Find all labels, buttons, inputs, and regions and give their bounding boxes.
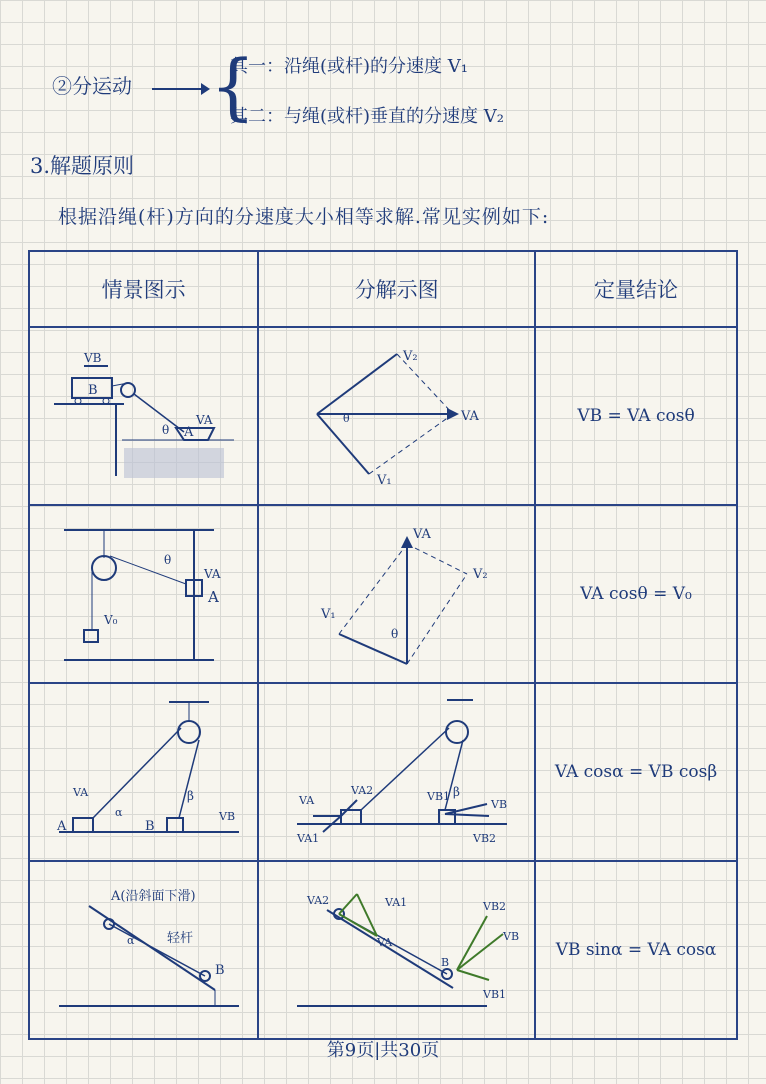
- conclusion-cell: VA cosθ = V₀: [535, 505, 737, 683]
- component-item-1: 其一：沿绳(或杆)的分速度 V₁: [230, 56, 468, 77]
- scene-diagram-2: [44, 514, 244, 674]
- decomposition-diagram-4: [277, 870, 517, 1030]
- label-va2: VA2: [306, 894, 329, 907]
- label-va1: VA1: [384, 896, 407, 909]
- label-theta: θ: [161, 423, 169, 437]
- examples-table: [28, 250, 738, 1040]
- header-scene: 情景图示: [29, 251, 258, 327]
- label-b: B: [214, 963, 225, 978]
- scene-cell: [29, 683, 258, 861]
- section-2-title: ②分运动: [52, 74, 132, 98]
- scene-cell: [29, 327, 258, 505]
- decomposition-cell: [258, 327, 535, 505]
- label-a-note: A(沿斜面下滑): [110, 889, 196, 904]
- decomposition-cell: [258, 683, 535, 861]
- label-a: A: [183, 425, 194, 440]
- label-va: VA: [376, 936, 392, 949]
- page-number: 第9页|共30页: [326, 1040, 440, 1061]
- label-vb2: VB2: [472, 832, 496, 845]
- table-header-row: [29, 251, 737, 327]
- label-theta: θ: [163, 553, 171, 567]
- label-theta: θ: [390, 627, 398, 641]
- decomposition-diagram-1: [277, 336, 517, 496]
- label-v2: V₂: [472, 567, 488, 582]
- decomposition-diagram-2: [277, 514, 517, 674]
- principle-text: 根据沿绳(杆)方向的分速度大小相等求解.常见实例如下:: [58, 206, 550, 228]
- label-va: VA: [412, 527, 431, 542]
- label-vb: VB: [83, 351, 102, 365]
- label-alpha: α: [126, 934, 135, 947]
- label-rod: 轻杆: [166, 931, 193, 946]
- decomposition-diagram-3: [277, 692, 517, 852]
- label-va1: VA1: [296, 832, 319, 845]
- label-alpha: α: [114, 806, 123, 819]
- label-va: VA: [72, 786, 88, 799]
- component-item-2: 其二：与绳(或杆)垂直的分速度 V₂: [230, 106, 504, 127]
- label-b: B: [440, 956, 449, 969]
- scene-diagram-3: [39, 692, 249, 852]
- decomposition-cell: [258, 505, 535, 683]
- label-vb2: VB2: [482, 900, 506, 913]
- scene-cell: [29, 505, 258, 683]
- table-row: [29, 861, 737, 1039]
- label-v1: V₁: [320, 607, 336, 622]
- label-va: VA: [298, 794, 314, 807]
- arrow-icon: [152, 88, 208, 90]
- label-v0: V₀: [103, 613, 118, 627]
- label-a: A: [56, 819, 67, 834]
- label-v1: V₁: [376, 473, 392, 488]
- label-vb1: VB1: [426, 790, 450, 803]
- label-b: B: [87, 383, 98, 398]
- label-beta: β: [452, 785, 460, 799]
- label-a: A: [207, 588, 219, 606]
- conclusion-cell: VB sinα = VA cosα: [535, 861, 737, 1039]
- label-vb1: VB1: [482, 988, 506, 1001]
- table-row: [29, 505, 737, 683]
- header-decomposition: 分解示图: [258, 251, 535, 327]
- header-conclusion: 定量结论: [535, 251, 737, 327]
- section-3-title: 3.解题原则: [30, 154, 135, 178]
- scene-diagram-1: [44, 336, 244, 496]
- conclusion-cell: VB = VA cosθ: [535, 327, 737, 505]
- brace-icon: {: [210, 44, 256, 128]
- label-theta: θ: [342, 412, 350, 425]
- label-va: VA: [203, 567, 221, 581]
- table-row: [29, 683, 737, 861]
- conclusion-cell: VA cosα = VB cosβ: [535, 683, 737, 861]
- table-row: [29, 327, 737, 505]
- scene-diagram-4: [39, 870, 249, 1030]
- scene-cell: [29, 861, 258, 1039]
- label-vb: VB: [490, 798, 507, 811]
- label-va: VA: [460, 409, 479, 424]
- label-va: VA: [195, 413, 213, 427]
- label-va2: VA2: [350, 784, 373, 797]
- label-vb: VB: [502, 930, 519, 943]
- label-v2: V₂: [402, 349, 418, 364]
- label-b: B: [144, 819, 155, 834]
- decomposition-cell: [258, 861, 535, 1039]
- label-beta: β: [186, 789, 194, 803]
- label-vb: VB: [218, 810, 235, 823]
